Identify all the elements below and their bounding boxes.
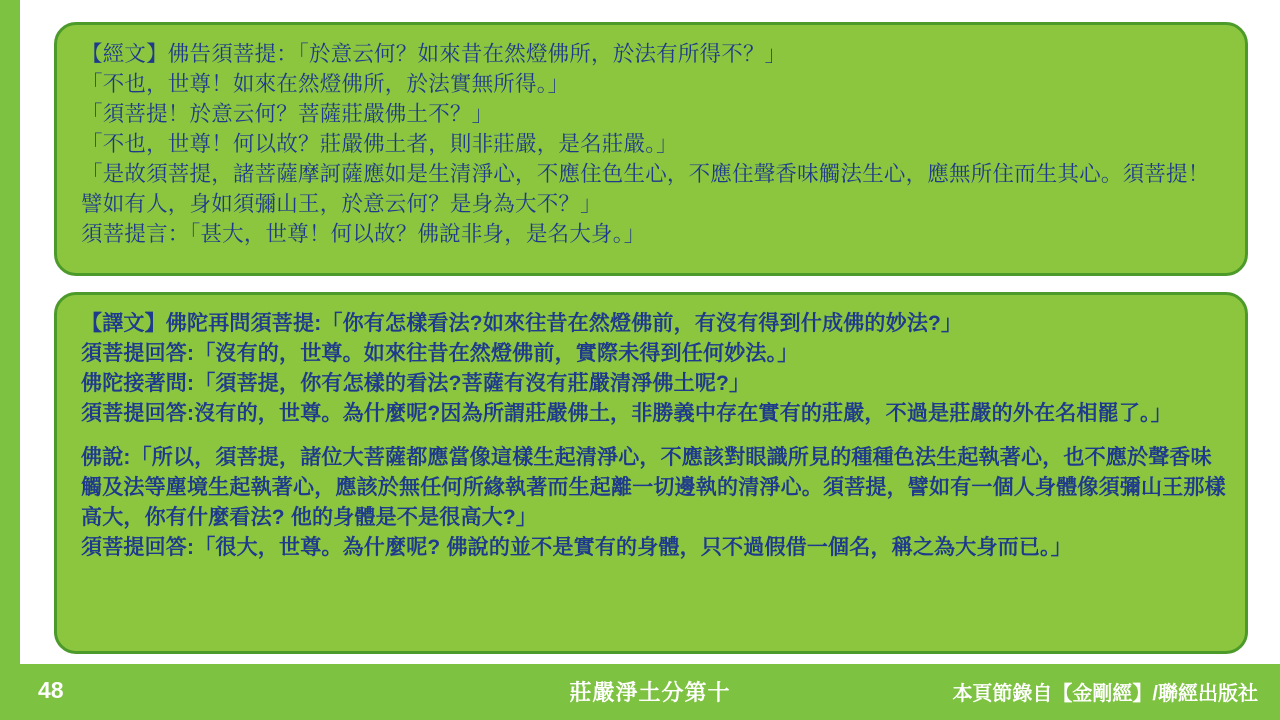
- translation-line: 佛陀接著問:「須菩提，你有怎樣的看法?菩薩有沒有莊嚴清淨佛土呢?」: [81, 372, 751, 395]
- left-accent-bar: [0, 0, 20, 720]
- sutra-line: 「須菩提！於意云何？菩薩莊嚴佛土不？」: [81, 102, 494, 126]
- page-number: 48: [38, 677, 64, 703]
- sutra-line: 【經文】佛告須菩提：「於意云何？如來昔在然燈佛所，於法有所得不？」: [81, 42, 787, 66]
- chapter-title: 莊嚴淨土分第十: [569, 680, 731, 705]
- translation-panel-content: [57, 295, 1245, 573]
- sutra-line: 「是故須菩提，諸菩薩摩訶薩應如是生清淨心，不應住色生心，不應住聲香味觸法生心，應無所住而生其心。須菩提！譬如有人，身如須彌山王，於意云何？是身為大不？」: [81, 162, 1210, 216]
- slide-footer: [20, 664, 1280, 720]
- sutra-line: 「不也，世尊！何以故？莊嚴佛土者，則非莊嚴，是名莊嚴。」: [81, 132, 678, 156]
- translation-line: 須菩提回答:「沒有的，世尊。如來往昔在然燈佛前，實際未得到任何妙法。」: [81, 342, 799, 365]
- sutra-line: 「不也，世尊！如來在然燈佛所，於法實無所得。」: [81, 72, 570, 96]
- translation-line: 【譯文】佛陀再問須菩提:「你有怎樣看法?如來往昔在然燈佛前，有沒有得到什成佛的妙法?」: [81, 312, 963, 335]
- slide-canvas: [20, 0, 1280, 720]
- translation-line: 須菩提回答:「很大，世尊。為什麼呢? 佛說的並不是實有的身體，只不過假借一個名，稱之為大身而已。」: [81, 536, 1072, 559]
- sutra-panel: [54, 22, 1248, 276]
- sutra-panel-content: [57, 25, 1245, 259]
- translation-panel: [54, 292, 1248, 654]
- translation-line: 須菩提回答:沒有的，世尊。為什麼呢?因為所謂莊嚴佛土，非勝義中存在實有的莊嚴，不過是莊嚴的外在名相罷了。」: [81, 402, 1172, 425]
- source-credit: 本頁節錄自【金剛經】/聯經出版社: [952, 683, 1258, 705]
- translation-line: 佛說:「所以，須菩提，諸位大菩薩都應當像這樣生起清淨心，不應該對眼識所見的種種色法生起執著心，也不應於聲香味觸及法等塵境生起執著心，應該於無任何所緣執著而生起離一切邊執的清淨心。須菩提，譬如有一個人身體像須彌山王那樣高大，你有什麼看法? 他的身體是不是很高大?」: [81, 446, 1226, 529]
- sutra-line: 須菩提言：「甚大，世尊！何以故？佛說非身，是名大身。」: [81, 222, 646, 246]
- paragraph-spacer: [81, 429, 1227, 443]
- footer-inner: [20, 664, 1280, 720]
